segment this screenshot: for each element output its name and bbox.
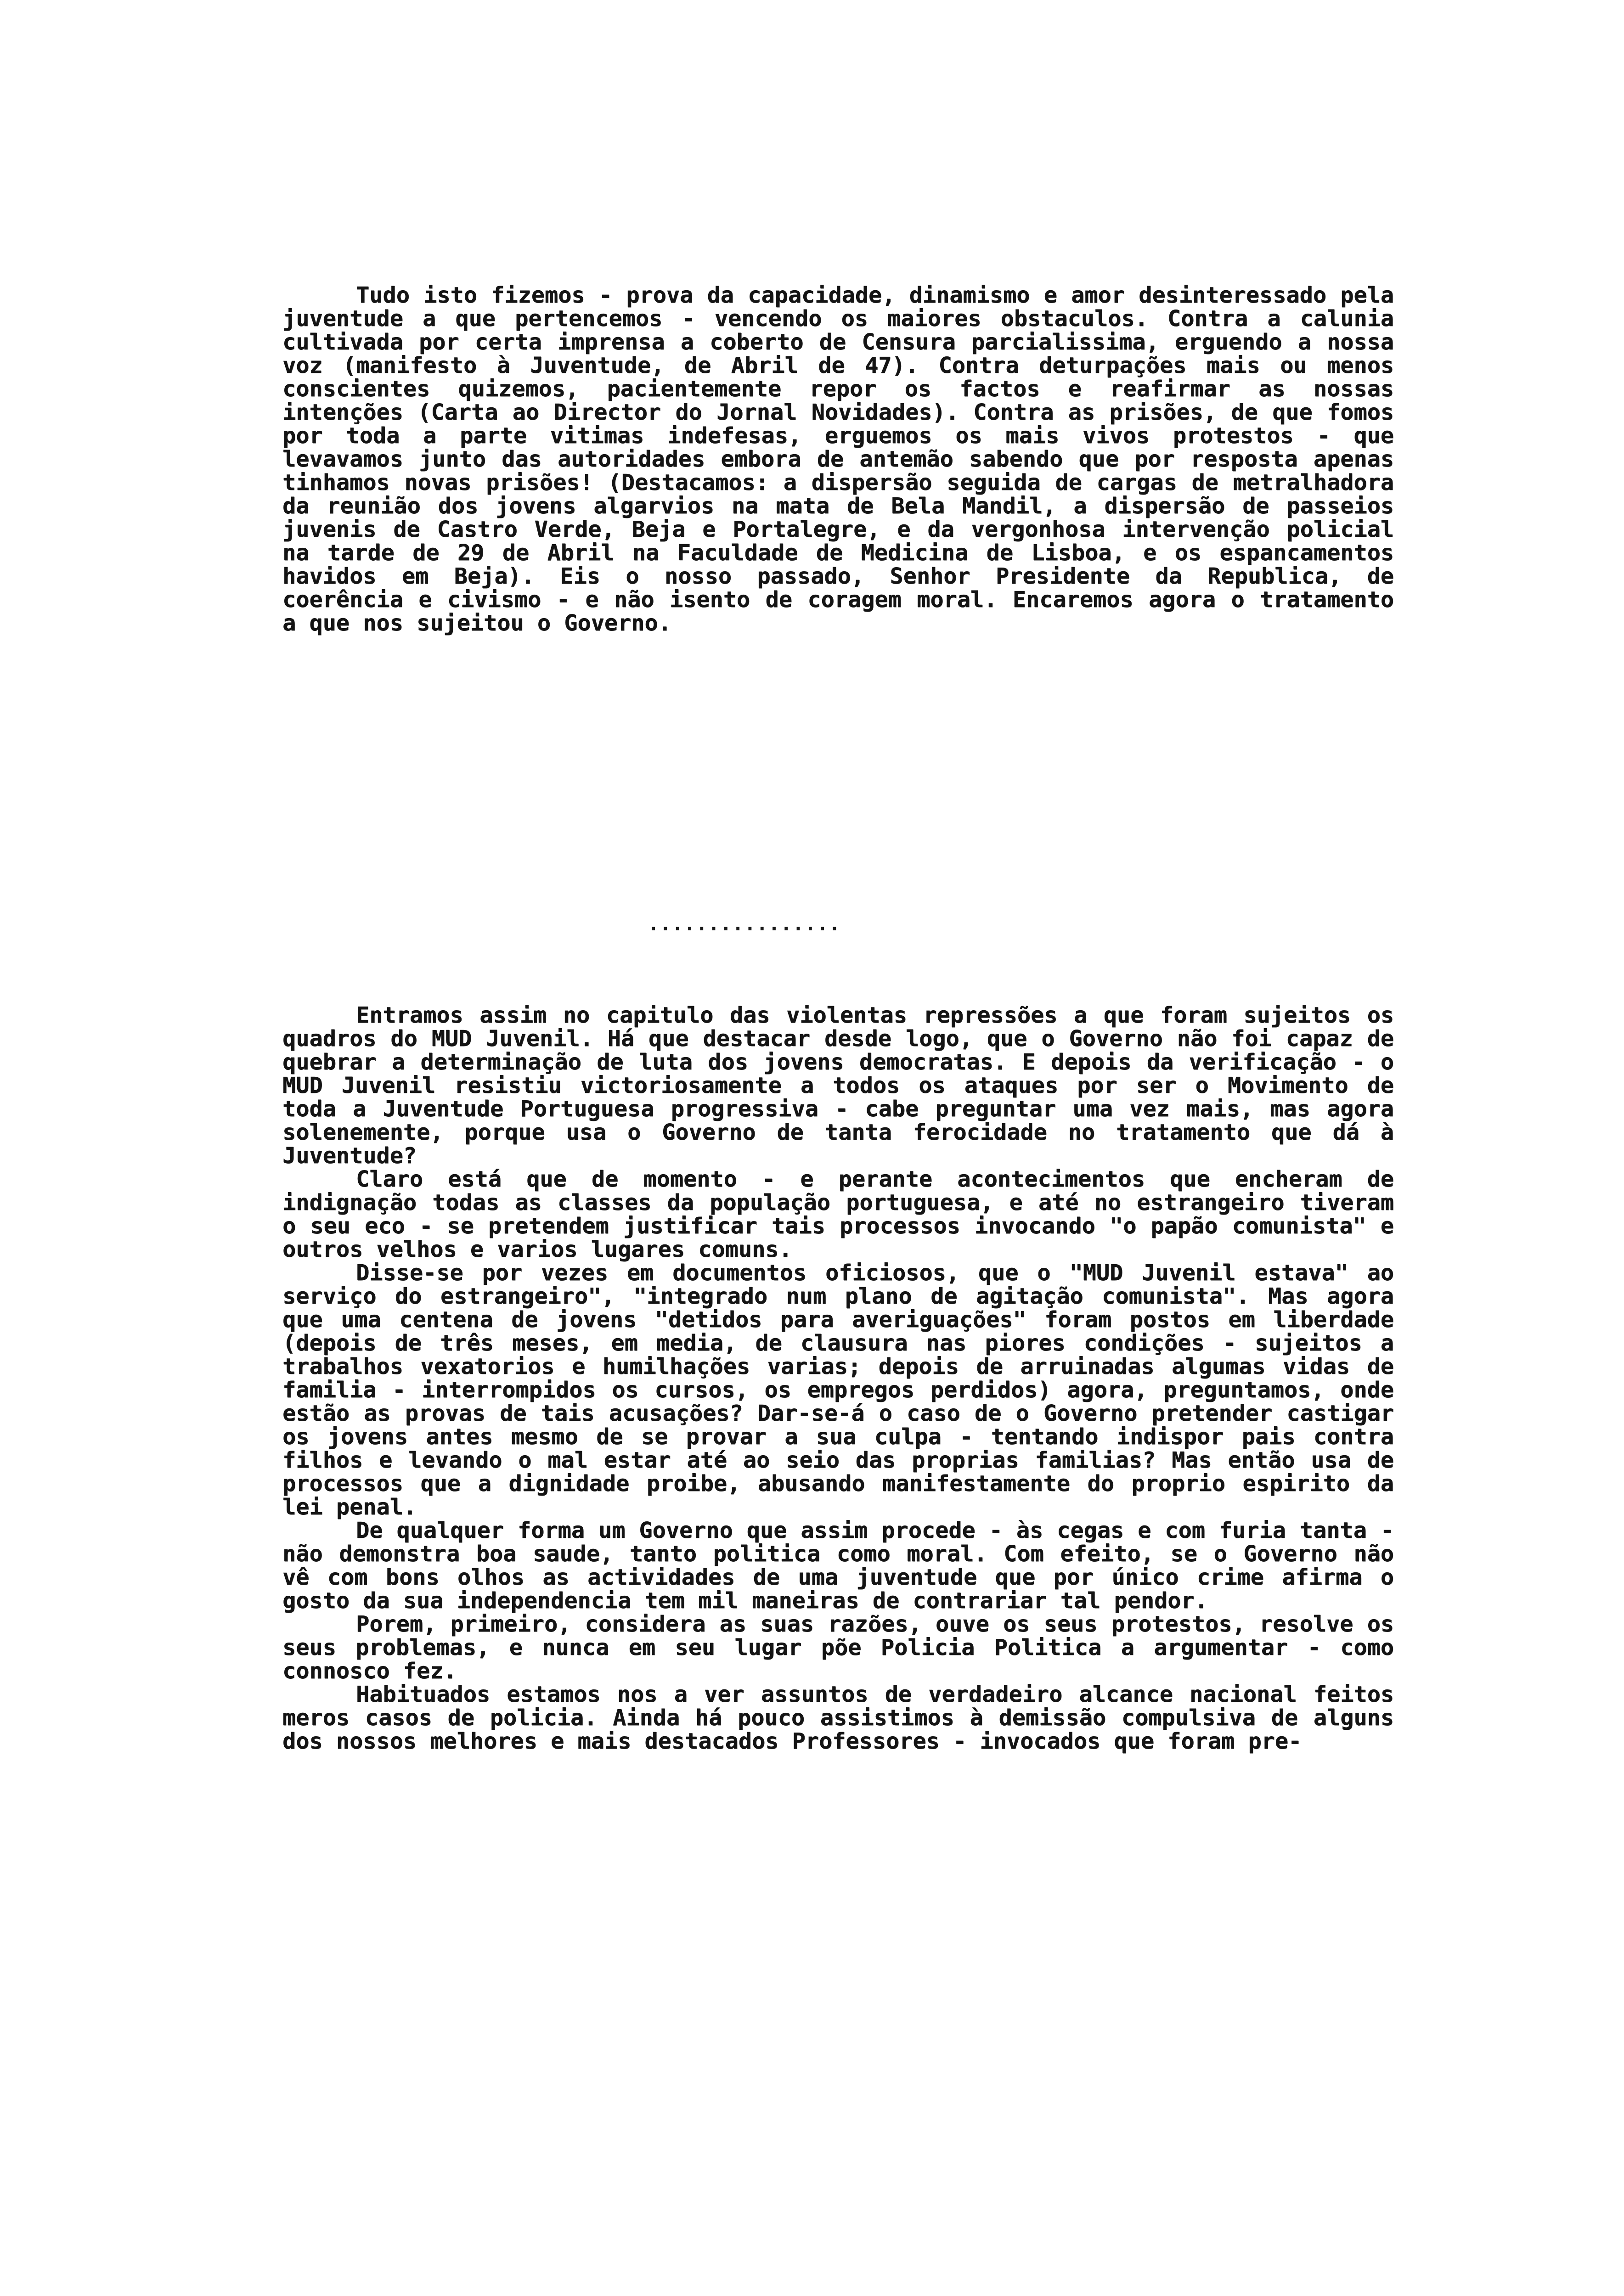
intro-paragraph: Tudo isto fizemos - prova da capacidade, dinamismo e amor desinteressado pela juventude a que pertencemos - vencendo os maiores obstaculos. Contra a calunia cultivada por certa imprensa a coberto de Censura parcialissima, erguendo a nossa voz (manifesto à Juventude, de Abril de 47). Contra deturpações mais ou menos conscientes quizemos, pacientemente repor os factos e reafirmar as nossas intenções (Carta ao Director do Jornal Novidades). Contra as prisões, de que fomos por toda a parte vitimas indefesas, erguemos os mais vivos protestos - que levavamos junto das autoridades embora de antemão sabendo que por resposta apenas tinhamos novas prisões! (Destacamos: a dispersão seguida de cargas de metralhadora da reunião dos jovens algarvios na mata de Bela Mandil, a dispersão de passeios juvenis de Castro Verde, Beja e Portalegre, e da vergonhosa intervenção policial na tarde de 29 de Abril na Faculdade de Medicina de Lisboa, e os espancamentos havidos em Beja). Eis o nosso passado, Senhor Presidente da Republica, de coerência e civismo - e não isento de coragem moral. Encaremos agora o tratamento a que nos sujeitou o Governo.	[282, 282, 1394, 636]
section-separator: ................	[648, 912, 841, 935]
paragraph-accusations: Disse-se por vezes em documentos oficiosos, que o "MUD Juvenil estava" ao serviço do estrangeiro", "integrado num plano de agitação comunista". Mas agora que uma centena de jovens "detidos para averiguações" foram postos em liberdade (depois de três meses, em media, de clausura nas piores condições - sujeitos a trabalhos vexatorios e humilhações varias; depois de arruinadas algumas vidas de familia - interrompidos os cursos, os empregos perdidos) agora, preguntamos, onde estão as provas de tais acusações? Dar-se-á o caso de o Governo pretender castigar os jovens antes mesmo de se provar a sua culpa - tentando indispor pais contra filhos e levando o mal estar até ao seio das proprias familias? Mas então usa de processos que a dignidade proibe, abusando manifestamente do proprio espirito da lei penal.	[282, 1260, 1394, 1520]
paragraph-police-cases: Habituados estamos nos a ver assuntos de verdadeiro alcance nacional feitos meros casos de policia. Ainda há pouco assistimos à demissão compulsiva de alguns dos nossos melhores e mais destacados Professores - invocados que foram pre-	[282, 1682, 1394, 1754]
intro-text-block	[282, 284, 1394, 635]
main-text-block	[282, 1004, 1394, 1753]
paragraph-repressions: Entramos assim no capitulo das violentas repressões a que foram sujeitos os quadros do MUD Juvenil. Há que destacar desde logo, que o Governo não foi capaz de quebrar a determinação de luta dos jovens democratas. E depois da verificação - o MUD Juvenil resistiu victoriosamente a todos os ataques por ser o Movimento de toda a Juventude Portuguesa progressiva - cabe preguntar uma vez mais, mas agora solenemente, porque usa o Governo de tanta ferocidade no tratamento que dá à Juventude?	[282, 1002, 1394, 1169]
paragraph-justifications: Claro está que de momento - e perante acontecimentos que encheram de indignação todas as classes da população portuguesa, e até no estrangeiro tiveram o seu eco - se pretendem justificar tais processos invocando "o papão comunista" e outros velhos e varios lugares comuns.	[282, 1166, 1394, 1262]
paragraph-government-fury: De qualquer forma um Governo que assim procede - às cegas e com furia tanta - não demonstra boa saude, tanto politica como moral. Com efeito, se o Governo não vê com bons olhos as actividades de uma juventude que por único crime afirma o gosto da sua independencia tem mil maneiras de contrariar tal pendor.	[282, 1518, 1394, 1614]
paragraph-however: Porem, primeiro, considera as suas razões, ouve os seus protestos, resolve os seus problemas, e nunca em seu lugar põe Policia Politica a argumentar - como connosco fez.	[282, 1611, 1394, 1684]
